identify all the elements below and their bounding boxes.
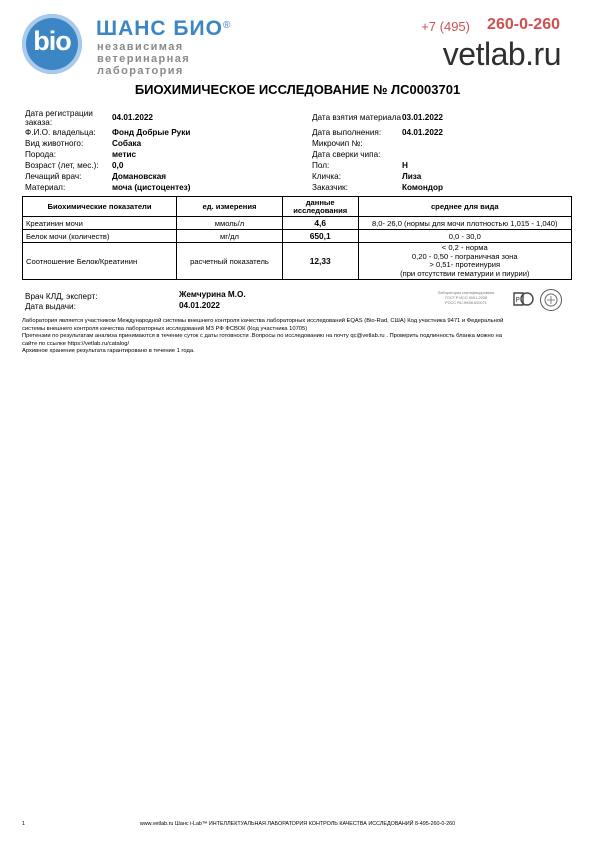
vetlab-site-logo: vetlab.ru: [442, 36, 561, 72]
test-name: Соотношение Белок/Креатинин: [23, 243, 177, 280]
reference-line: 8,0- 26,0 (нормы для мочи плотностью 1,015 - 1,040): [371, 218, 558, 228]
test-unit: ммоль/л: [177, 217, 283, 230]
test-value: 650,1: [282, 230, 358, 243]
brand-name: ШАНС БИО: [96, 17, 223, 40]
footer-text: www.vetlab.ru Шанс i-Lab™ ИНТЕЛЛЕКТУАЛЬНАЯ ЛАБОРАТОРИЯ КОНТРОЛЬ КАЧЕСТВА ИССЛЕДОВАНИЙ 8-495-260-0-260: [139, 821, 456, 827]
test-value: 12,33: [282, 243, 358, 280]
info-value: моча (цистоцентез): [112, 183, 191, 192]
disclaimer-notes: [22, 318, 577, 356]
info-label: Ф.И.О. владельца:: [25, 128, 96, 137]
document-title: БИОХИМИЧЕСКОЕ ИССЛЕДОВАНИЕ № ЛС0003701: [134, 82, 461, 97]
phone-number: 260-0-260: [487, 16, 560, 33]
test-unit: мг/дл: [177, 230, 283, 243]
brand-subtitle-line-3: лаборатория: [97, 65, 184, 77]
info-label: Дата регистрации заказа:: [25, 109, 93, 127]
info-value: Н: [402, 161, 408, 170]
info-label: Возраст (лет, мес.):: [25, 161, 99, 170]
expert-label: Врач КЛД, эксперт:: [25, 292, 98, 301]
table-row: [23, 243, 572, 280]
certification-text: [428, 291, 504, 306]
info-label: Лечащий врач:: [25, 172, 82, 181]
brand-subtitle-line-1: независимая: [97, 41, 184, 53]
column-header: Биохимические показатели: [23, 197, 177, 217]
reference-range: [358, 217, 571, 230]
reference-line: 0,0 - 30,0: [448, 231, 481, 241]
info-value: Собака: [112, 139, 142, 148]
note-line: системы внешнего контроля качества лабораторных исследований МЗ РФ ФСВОК (Код участника 10705): [22, 325, 308, 332]
info-value: 04.01.2022: [402, 128, 443, 137]
info-label: Дата выполнения:: [312, 128, 382, 137]
registered-mark: ®: [223, 20, 231, 31]
column-header: данные исследования: [282, 197, 358, 217]
expert-name: Жемчурина М.О.: [179, 290, 246, 299]
issue-date: 04.01.2022: [179, 301, 220, 310]
test-unit: расчетный показатель: [177, 243, 283, 280]
pct-certification-icon: [512, 290, 534, 313]
bio-logo-text: bio: [33, 26, 71, 56]
brand-subtitle-line-2: ветеринарная: [97, 53, 191, 65]
note-line: Архивное хранение результата гарантировано в течение 1 года.: [22, 348, 195, 354]
info-label: Порода:: [25, 150, 56, 159]
info-value: метис: [112, 150, 137, 159]
info-label: Дата сверки чипа:: [312, 150, 381, 159]
info-value: Фонд Добрые Руки: [112, 128, 191, 137]
table-header-row: [23, 197, 572, 217]
table-row: [23, 217, 572, 230]
info-label: Микрочип №:: [312, 139, 363, 148]
table-row: [23, 230, 572, 243]
info-label: Пол:: [312, 161, 330, 170]
info-value: Лиза: [402, 172, 422, 181]
test-name: Креатинин мочи: [23, 217, 177, 230]
info-value: 0,0: [112, 161, 124, 170]
certification-line: Лаборатория сертифицирована: [437, 291, 495, 295]
test-name: Белок мочи (количеств): [23, 230, 177, 243]
column-header: среднее для вида: [358, 197, 571, 217]
info-value: 03.01.2022: [402, 113, 443, 122]
reference-line: (при отсутствии гематурии и пиурии): [400, 268, 530, 278]
column-header: ед. измерения: [177, 197, 283, 217]
reference-range: [358, 230, 571, 243]
results-table: [22, 196, 572, 280]
certification-line: РОСС RU.ФК06.К00071: [445, 301, 487, 305]
test-value: 4,6: [282, 217, 358, 230]
info-label: Кличка:: [312, 172, 341, 181]
certification-line: ГОСТ Р ИСО 9001-2008: [445, 296, 487, 300]
info-label: Дата взятия материала: [312, 113, 402, 122]
reference-range: [358, 243, 571, 280]
info-label: Материал:: [25, 183, 66, 192]
svg-text:P: P: [515, 296, 520, 304]
page-number: 1: [22, 821, 25, 827]
issue-date-label: Дата выдачи:: [25, 302, 76, 311]
info-value: 04.01.2022: [112, 113, 153, 122]
info-value: Домановская: [112, 172, 167, 181]
reference-line: 0,20 - 0,50 - пограничная зона: [411, 251, 518, 261]
reference-line: < 0,2 - норма: [441, 243, 488, 252]
reference-line: > 0,51- протеинурия: [429, 260, 501, 269]
info-label: Вид животного:: [25, 139, 84, 148]
info-value: Комондор: [402, 183, 443, 192]
note-line: Лаборатория является участником Международной системы внешнего контроля качества лабораторных исследований EQAS (Bio-Rad, США) Код участника 9471 и Федеральной: [22, 318, 504, 324]
note-line: сайте по ссылке https://vetlab.ru/catalog/: [22, 340, 130, 347]
info-label: Заказчик:: [312, 183, 348, 192]
iso-certification-icon: [540, 289, 562, 311]
phone-prefix: +7 (495): [421, 19, 470, 34]
note-line: Претензии по результатам анализа принимаются в течение суток с даты готовности .Вопросы по исследованию на почту qc@vetlab.ru . Проверить подлинность бланка можно на: [22, 333, 502, 339]
